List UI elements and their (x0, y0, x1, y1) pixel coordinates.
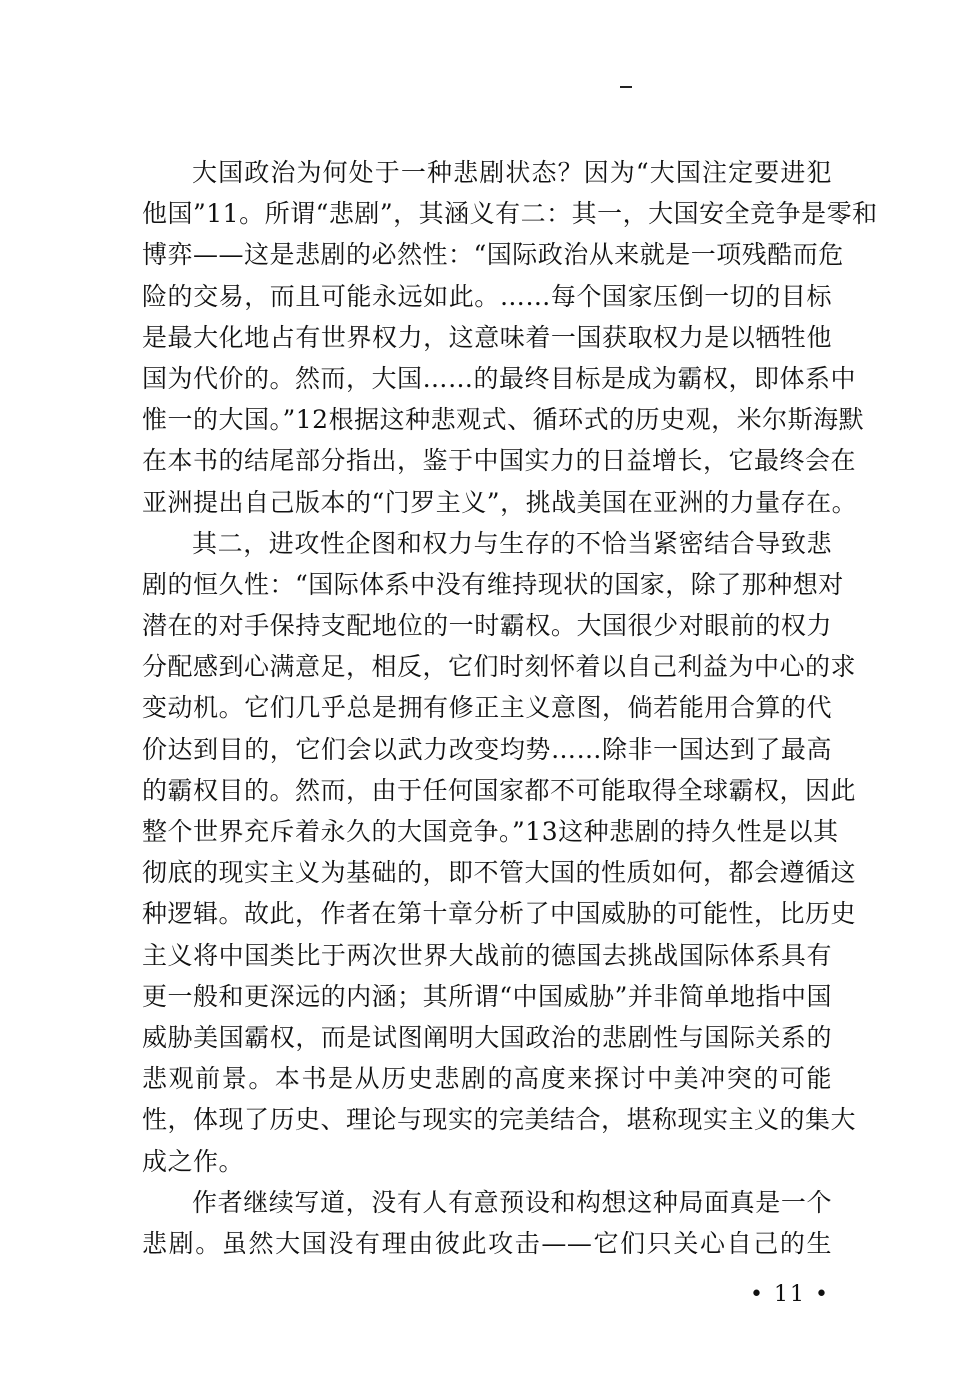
text-line: 剧的恒久性：“国际体系中没有维持现状的国家，除了那种想对 (142, 569, 844, 599)
page-number: • 11 • (750, 1282, 830, 1307)
text-line: 作者继续写道，没有人有意预设和构想这种局面真是一个 (192, 1187, 832, 1217)
body-text (142, 152, 878, 1264)
text-line: 悲剧。虽然大国没有理由彼此攻击——它们只关心自己的生 (142, 1228, 832, 1258)
text-line: 悲观前景。本书是从历史悲剧的高度来探讨中美冲突的可能 (142, 1064, 832, 1094)
text-line: 性，体现了历史、理论与现实的完美结合，堪称现实主义的集大 (142, 1105, 857, 1135)
text-line: 潜在的对手保持支配地位的一时霸权。大国很少对眼前的权力 (142, 611, 832, 641)
top-mark (620, 86, 632, 88)
text-line: 整个世界充斥着永久的大国竞争。”13这种悲剧的持久性是以其 (142, 817, 839, 846)
text-line: 在本书的结尾部分指出，鉴于中国实力的日益增长，它最终会在 (142, 446, 857, 476)
text-line: 分配感到心满意足，相反，它们时刻怀着以自己利益为中心的求 (142, 652, 857, 682)
text-line: 价达到目的，它们会以武力改变均势……除非一国达到了最高 (142, 734, 832, 764)
text-line: 成之作。 (142, 1146, 245, 1176)
text-line: 更一般和更深远的内涵；其所谓“中国威胁”并非简单地指中国 (142, 981, 832, 1011)
text-line: 的霸权目的。然而，由于任何国家都不可能取得全球霸权，因此 (142, 775, 857, 805)
text-line: 博弈——这是悲剧的必然性：“国际政治从来就是一项残酷而危 (142, 240, 844, 270)
text-line: 亚洲提出自己版本的“门罗主义”，挑战美国在亚洲的力量存在。 (142, 487, 858, 517)
text-line: 其二，进攻性企图和权力与生存的不恰当紧密结合导致悲 (192, 528, 832, 558)
text-line: 他国”11。所谓“悲剧”，其涵义有二：其一，大国安全竞争是零和 (142, 199, 878, 229)
text-line: 险的交易，而且可能永远如此。……每个国家压倒一切的目标 (142, 281, 832, 311)
text-line: 惟一的大国。”12根据这种悲观式、循环式的历史观，米尔斯海默 (142, 405, 865, 435)
text-line: 种逻辑。故此，作者在第十章分析了中国威胁的可能性，比历史 (142, 899, 857, 929)
text-line: 大国政治为何处于一种悲剧状态？因为“大国注定要进犯 (192, 158, 832, 187)
text-line: 彻底的现实主义为基础的，即不管大国的性质如何，都会遵循这 (142, 858, 857, 888)
text-line: 威胁美国霸权，而是试图阐明大国政治的悲剧性与国际关系的 (142, 1022, 832, 1052)
text-line: 国为代价的。然而，大国……的最终目标是成为霸权，即体系中 (142, 363, 857, 393)
text-line: 是最大化地占有世界权力，这意味着一国获取权力是以牺牲他 (142, 322, 832, 352)
text-line: 主义将中国类比于两次世界大战前的德国去挑战国际体系具有 (142, 940, 832, 970)
text-line: 变动机。它们几乎总是拥有修正主义意图，倘若能用合算的代 (142, 693, 832, 723)
